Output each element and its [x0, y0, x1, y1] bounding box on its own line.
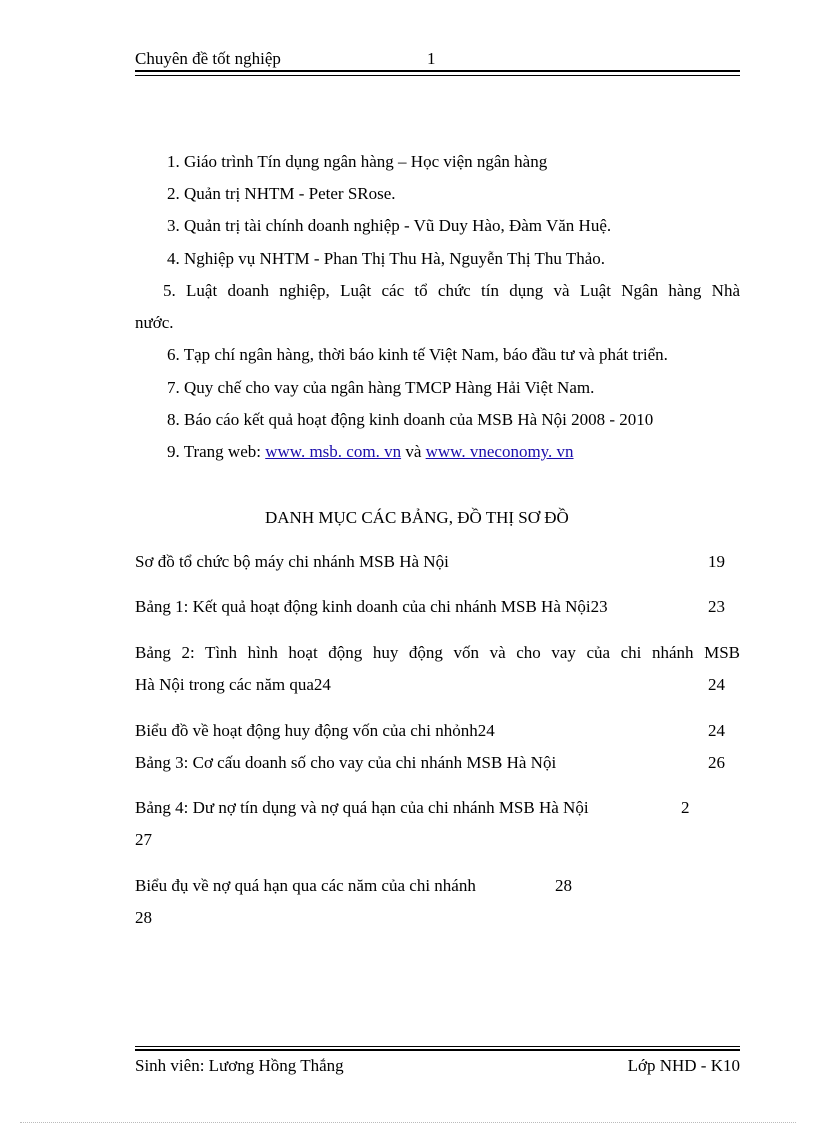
- toc-item-text-line1: Bảng 2: Tình hình hoạt động huy động vốn và cho vay của chi nhánh MSB: [135, 643, 740, 662]
- reference-item: 8. Báo cáo kết quả hoạt động kinh doanh của MSB Hà Nội 2008 - 2010: [167, 410, 654, 429]
- vneconomy-website-link[interactable]: www. vneconomy. vn: [425, 442, 574, 461]
- toc-item-text: Biểu đụ về nợ quá hạn qua các năm của chi nhánh: [135, 876, 476, 895]
- reference-item: 6. Tạp chí ngân hàng, thời báo kinh tế Việt Nam, báo đầu tư và phát triển.: [167, 345, 668, 364]
- toc-item-page: 28: [555, 876, 572, 895]
- toc-item-text: Biểu đồ về hoạt động huy động vốn của chi nhỏnh24: [135, 721, 495, 740]
- toc-item-text-line2: Hà Nội trong các năm qua24: [135, 675, 331, 694]
- header-rule-thin: [135, 75, 740, 76]
- toc-item-text: Bảng 4: Dư nợ tín dụng và nợ quá hạn của chi nhánh MSB Hà Nội: [135, 798, 589, 817]
- footer-student: Sinh viên: Lương Hồng Thắng: [135, 1056, 344, 1075]
- reference-item: 7. Quy chế cho vay của ngân hàng TMCP Hàng Hải Việt Nam.: [167, 378, 595, 397]
- header-rule-thick: [135, 70, 740, 72]
- reference-item: 4. Nghiệp vụ NHTM - Phan Thị Thu Hà, Nguyễn Thị Thu Thảo.: [167, 249, 606, 268]
- reference-9-prefix: 9. Trang web:: [167, 442, 266, 461]
- footer-rule-thick: [135, 1049, 740, 1051]
- reference-item: 1. Giáo trình Tín dụng ngân hàng – Học viện ngân hàng: [167, 152, 548, 171]
- footer-class: Lớp NHD - K10: [627, 1056, 740, 1075]
- reference-item-5-line1: 5. Luật doanh nghiệp, Luật các tổ chức tín dụng và Luật Ngân hàng Nhà: [163, 281, 740, 300]
- msb-website-link[interactable]: www. msb. com. vn: [265, 442, 402, 461]
- toc-item-text: Bảng 1: Kết quả hoạt động kinh doanh của chi nhánh MSB Hà Nội23: [135, 597, 608, 616]
- reference-item-9: [167, 442, 574, 462]
- footer-rule-thin: [135, 1046, 740, 1047]
- toc-item-page: 28: [135, 908, 152, 927]
- reference-item-5-line2: nước.: [135, 313, 174, 332]
- reference-item: 3. Quản trị tài chính doanh nghiệp - Vũ Duy Hào, Đàm Văn Huệ.: [167, 216, 612, 235]
- toc-item-page: 19: [708, 552, 725, 571]
- toc-item-page: 26: [708, 753, 725, 772]
- toc-item-page: 23: [708, 597, 725, 616]
- header-title: Chuyên đề tốt nghiệp: [135, 49, 281, 68]
- reference-9-joiner: và: [401, 442, 426, 461]
- reference-item: 2. Quản trị NHTM - Peter SRose.: [167, 184, 396, 203]
- list-title: DANH MỤC CÁC BẢNG, ĐỒ THỊ SƠ ĐỒ: [265, 508, 569, 527]
- toc-item-text: Bảng 3: Cơ cấu doanh số cho vay của chi nhánh MSB Hà Nội: [135, 753, 557, 772]
- toc-item-page: 24: [708, 675, 725, 694]
- toc-item-page: 24: [708, 721, 725, 740]
- toc-item-text: Sơ đồ tổ chức bộ máy chi nhánh MSB Hà Nội: [135, 552, 449, 571]
- header-page-number: 1: [427, 49, 436, 68]
- toc-item-page: 2: [681, 798, 690, 817]
- toc-item-page: 27: [135, 830, 152, 849]
